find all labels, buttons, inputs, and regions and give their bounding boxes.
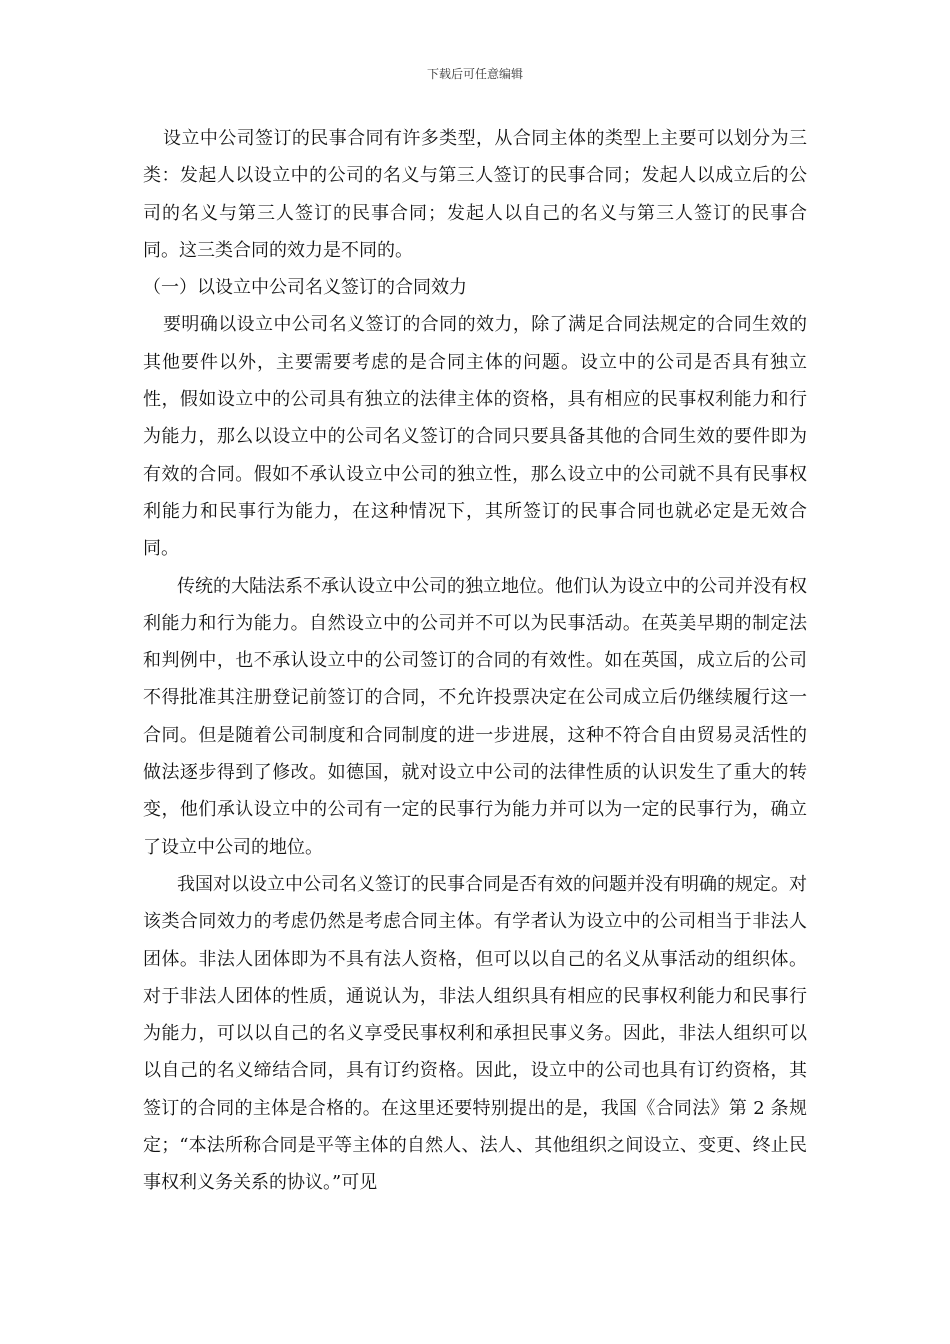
paragraph-contract-validity: 要明确以设立中公司名义签订的合同的效力，除了满足合同法规定的合同生效的其他要件以外，主要需要考虑的是合同主体的问题。设立中的公司是否具有独立性，假如设立中的公司具有独立的法律主体的资格，具有相应的民事权利能力和行为能力，那么以设立中的公司名义签订的合同只要具备其他的合同生效的要件即为有效的合同。假如不承认设立中公司的独立性，那么设立中的公司就不具有民事权利能力和民事行为能力，在这种情况下，其所签订的民事合同也就必定是无效合同。 xyxy=(143,314,807,560)
paragraph-china-law: 我国对以设立中公司名义签订的民事合同是否有效的问题并没有明确的规定。对该类合同效力的考虑仍然是考虑合同主体。有学者认为设立中的公司相当于非法人团体。非法人团体即为不具有法人资格，但可以以自己的名义从事活动的组织体。对于非法人团体的性质，通说认为，非法人组织具有相应的民事权利能力和民事行为能力，可以以自己的名义享受民事权利和承担民事义务。因此，非法人组织可以以自己的名义缔结合同，具有订约资格。因此，设立中的公司也具有订约资格，其签订的合同的主体是合格的。在这里还要特别提出的是，我国《合同法》第 2 条规定；“本法所称合同是平等主体的自然人、法人、其他组织之间设立、变更、终止民事权利义务关系的协议。”可见 xyxy=(143,873,807,1194)
paragraph-civil-law-tradition: 传统的大陆法系不承认设立中公司的独立地位。他们认为设立中的公司并没有权利能力和行为能力。自然设立中的公司并不可以为民事活动。在英美早期的制定法和判例中，也不承认设立中的公司签订的合同的有效性。如在英国，成立后的公司不得批准其注册登记前签订的合同，不允许投票决定在公司成立后仍继续履行这一合同。但是随着公司制度和合同制度的进一步进展，这种不符合自由贸易灵活性的做法逐步得到了修改。如德国，就对设立中公司的法律性质的认识发生了重大的转变，他们承认设立中的公司有一定的民事行为能力并可以为一定的民事行为，确立了设立中公司的地位。 xyxy=(143,575,807,858)
section-heading-1: （一）以设立中公司名义签订的合同效力 xyxy=(143,277,467,299)
document-body xyxy=(143,120,807,1202)
paragraph-contract-types: 设立中公司签订的民事合同有许多类型，从合同主体的类型上主要可以划分为三类：发起人以设立中的公司的名义与第三人签订的民事合同；发起人以成立后的公司的名义与第三人签订的民事合同；发起人以自己的名义与第三人签订的民事合同。这三类合同的效力是不同的。 xyxy=(143,128,807,261)
page-header: 下载后可任意编辑 xyxy=(426,67,523,81)
